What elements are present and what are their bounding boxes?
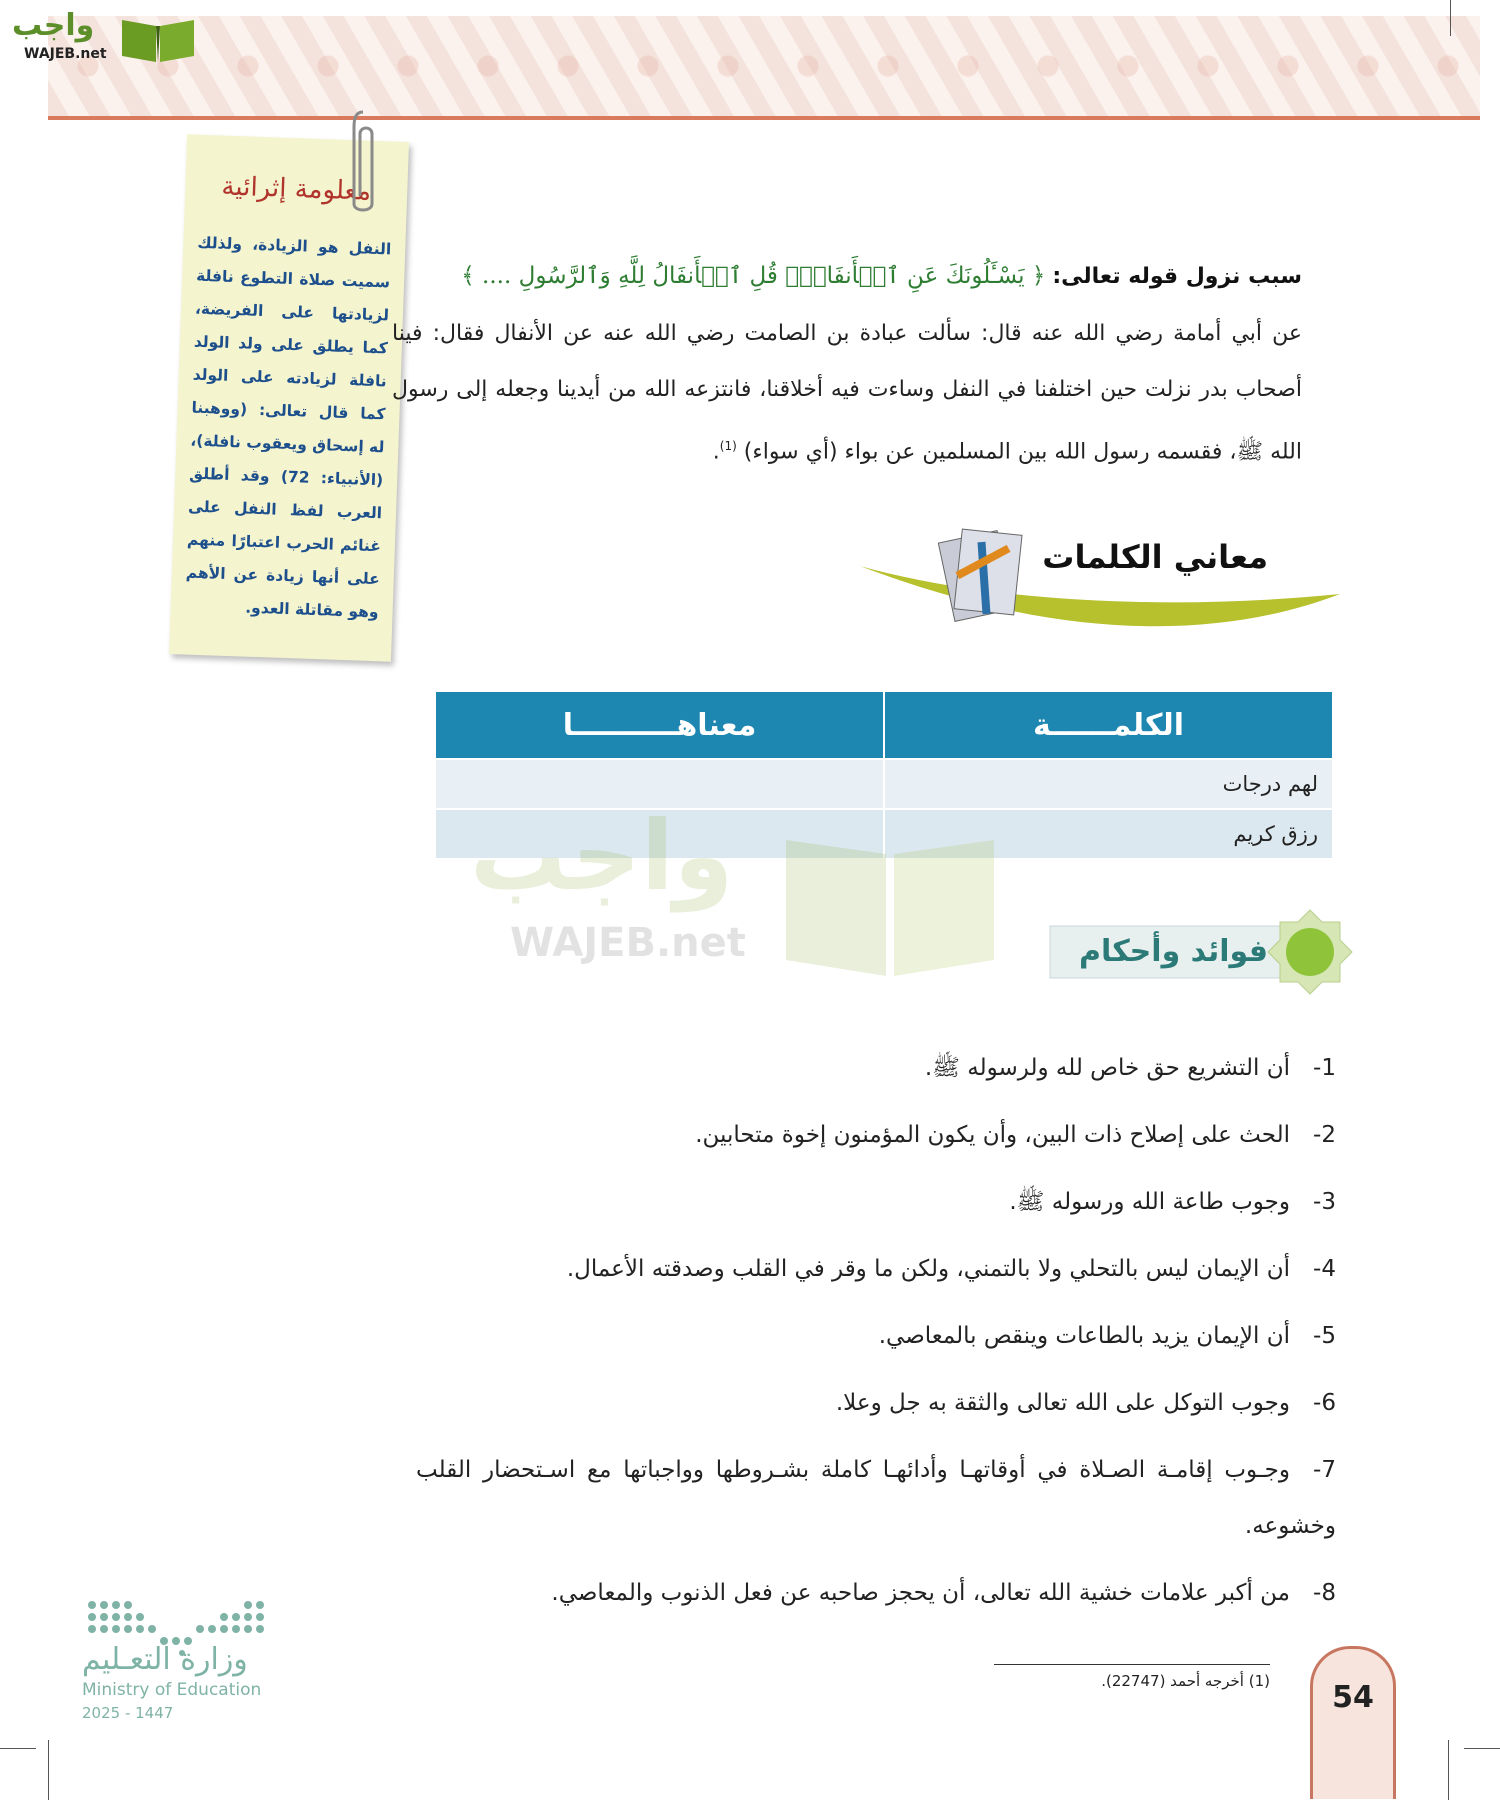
item-text: من أكبر علامات خشية الله تعالى، أن يحجز صاحبه عن فعل الذنوب والمعاصي. (551, 1580, 1290, 1606)
watermark-book-icon (780, 820, 1000, 980)
wajeb-watermark (470, 800, 1010, 990)
item-number: 6- (1313, 1390, 1336, 1416)
item-text: وجوب طاعة الله ورسوله ﷺ. (1009, 1189, 1290, 1215)
footnote-reference[interactable]: (1) (719, 439, 737, 453)
footnote: (1) أخرجه أحمد (22747). (1101, 1672, 1270, 1690)
header-star-pattern (48, 16, 1480, 116)
item-number: 7- (1313, 1457, 1336, 1483)
quran-verse: ﴿ يَسْـَٔلُونَكَ عَنِ ٱلۡأَنفَالِۖ قُلِ ٱلۡأَنفَالُ لِلَّهِ وَٱلرَّسُولِ .... ﴾ (461, 263, 1046, 289)
item-number: 4- (1313, 1256, 1336, 1282)
hadith-paragraph (392, 306, 1302, 480)
item-number: 2- (1313, 1122, 1336, 1148)
word-meanings-title: معاني الكلمات (1042, 538, 1268, 576)
list-item (416, 1442, 1336, 1554)
crop-mark (1448, 1740, 1449, 1800)
watermark-latin: WAJEB.net (510, 920, 746, 966)
note-body: النفل هو الزيادة، ولذلك سميت صلاة التطوع نافلة لزيادتها على الفريضة، كما يطلق على ولد الولد نافلة لزيادته على الولد كما قال تعالى: (ووهبنا له إسحاق ويعقوب نافلة)، (الأنبياء: 72) وقد أطلق العرب لفظ النفل على غنائم الحرب اعتبارًا منهم على أنها زيادة عن الأهم وهو مقاتلة العدو. (185, 233, 392, 622)
list-item (416, 1565, 1336, 1621)
list-item (416, 1107, 1336, 1163)
item-text: أن الإيمان يزيد بالطاعات وينقص بالمعاصي. (878, 1323, 1290, 1349)
footnote-divider (994, 1664, 1270, 1665)
list-item (416, 1174, 1336, 1230)
pen-and-paper-icon (938, 529, 1022, 621)
item-text: أن الإيمان ليس بالتحلي ولا بالتمني، ولكن ما وقر في القلب وصدقته الأعمال. (566, 1256, 1290, 1282)
item-text: وجـوب إقامـة الصـلاة في أوقاتهـا وأدائهـا كاملة بشـروطها وواجباتها مع اسـتحضار القلب وخشوعه. (416, 1457, 1336, 1539)
table-header-row (435, 691, 1333, 759)
crop-mark (0, 1748, 36, 1749)
item-number: 8- (1313, 1580, 1336, 1606)
ministry-year: 2025 - 1447 (82, 1704, 174, 1722)
ministry-name-english: Ministry of Education (82, 1680, 262, 1700)
wajeb-logo[interactable] (12, 6, 192, 66)
list-item (416, 1375, 1336, 1431)
benefits-title: فوائد وأحكام (1078, 934, 1268, 969)
revelation-reason-line (402, 256, 1302, 297)
word-cell: رزق كريم (884, 809, 1333, 859)
item-number: 3- (1313, 1189, 1336, 1215)
crop-mark (1464, 1748, 1500, 1749)
word-cell: لهم درجات (884, 759, 1333, 809)
watermark-arabic: واجب (470, 800, 734, 912)
paperclip-icon (350, 108, 376, 218)
benefits-list (416, 1040, 1336, 1632)
item-text: أن التشريع حق خاص لله ولرسوله ﷺ. (924, 1055, 1290, 1081)
star-badge-icon (1268, 910, 1352, 994)
item-number: 5- (1313, 1323, 1336, 1349)
page-number-tab (1310, 1646, 1396, 1799)
logo-arabic-text: واجب (12, 8, 95, 43)
note-title: معلومة إثرائية (220, 171, 372, 207)
list-item (416, 1241, 1336, 1297)
column-header-meaning: معناهــــــــــا (435, 691, 884, 759)
hadith-text: عن أبي أمامة رضي الله عنه قال: سألت عبادة بن الصامت رضي الله عنه عن الأنفال فقال: فينا أصحاب بدر نزلت حين اختلفنا في النفل وساءت فيه أخلاقنا، فانتزعه الله من أيدينا وجعله إلى رسول الله ﷺ، فقسمه رسول الله بين المسلمين عن بواء (أي سواء) (392, 321, 1302, 465)
list-item (416, 1308, 1336, 1364)
item-text: وجوب التوكل على الله تعالى والثقة به جل وعلا. (835, 1390, 1290, 1416)
crop-mark (1450, 0, 1451, 36)
logo-latin-text: WAJEB.net (24, 46, 107, 62)
page-number: 54 (1332, 1680, 1374, 1715)
crop-mark (48, 1740, 49, 1800)
hadith-period: . (712, 439, 720, 465)
item-number: 1- (1313, 1055, 1336, 1081)
list-item (416, 1040, 1336, 1096)
book-icon (118, 12, 198, 64)
ministry-name-arabic: وزارة التعـليم (82, 1642, 248, 1677)
column-header-word: الكلمــــــة (884, 691, 1333, 759)
item-text: الحث على إصلاح ذات البين، وأن يكون المؤمنون إخوة متحابين. (695, 1122, 1290, 1148)
revelation-reason-label: سبب نزول قوله تعالى: (1052, 264, 1302, 289)
